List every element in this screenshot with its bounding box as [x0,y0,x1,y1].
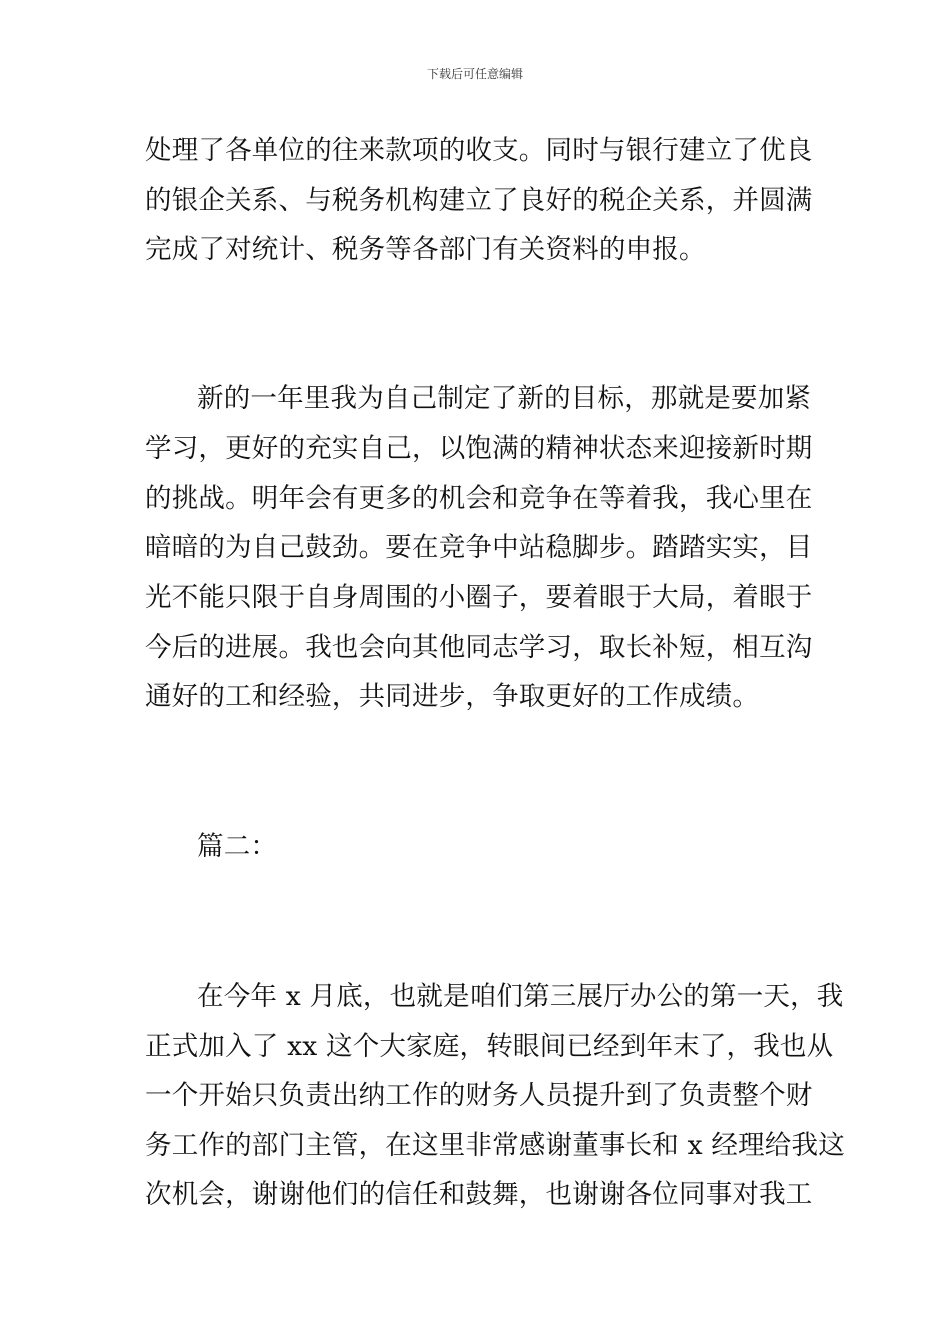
section-heading: 篇二： [197,831,278,862]
paragraph-3-line-4: 务工作的部门主管，在这里非常感谢董事长和 x 经理给我这 [145,1130,845,1161]
paragraph-1-line-3: 完成了对统计、税务等各部门有关资料的申报。 [145,234,706,265]
paragraph-3-line-5: 次机会，谢谢他们的信任和鼓舞，也谢谢各位同事对我工 [145,1179,813,1210]
paragraph-1-line-2: 的银企关系、与税务机构建立了良好的税企关系，并圆满 [145,185,813,216]
paragraph-3-line-2: 正式加入了 xx 这个大家庭，转眼间已经到年末了，我也从 [145,1031,834,1062]
page-header-note: 下载后可任意编辑 [426,67,523,81]
paragraph-3-line-3: 一个开始只负责出纳工作的财务人员提升到了负责整个财 [145,1080,813,1111]
paragraph-1-line-1: 处理了各单位的往来款项的收支。同时与银行建立了优良 [145,135,813,166]
paragraph-2-line-7: 通好的工和经验，共同进步，争取更好的工作成绩。 [145,681,760,712]
paragraph-2-line-2: 学习，更好的充实自己，以饱满的精神状态来迎接新时期 [145,433,813,464]
paragraph-2-line-5: 光不能只限于自身周围的小圈子，要着眼于大局，着眼于 [145,582,813,613]
paragraph-2-line-6: 今后的进展。我也会向其他同志学习，取长补短，相互沟 [145,632,813,663]
paragraph-2-line-3: 的挑战。明年会有更多的机会和竞争在等着我，我心里在 [145,483,813,514]
paragraph-2-line-4: 暗暗的为自己鼓劲。要在竞争中站稳脚步。踏踏实实，目 [145,532,813,563]
paragraph-3-line-1: 在今年 x 月底，也就是咱们第三展厅办公的第一天，我 [197,981,844,1012]
paragraph-2-line-1: 新的一年里我为自己制定了新的目标，那就是要加紧 [197,383,812,414]
